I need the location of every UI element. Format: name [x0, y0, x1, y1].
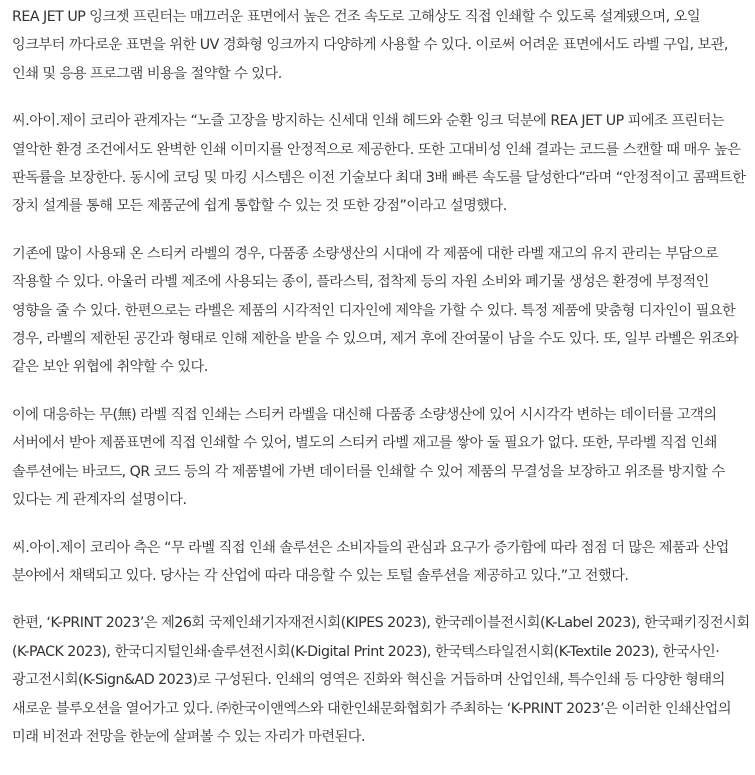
article-body — [0, 3, 755, 751]
article-paragraph-5: 씨.아이.제이 코리아 측은 “무 라벨 직접 인쇄 솔루션은 소비자들의 관심과 요구가 증가함에 따라 점점 더 많은 제품과 산업 분야에서 채택되고 있다. 당사는 각 산업에 따라 대응할 수 있는 토털 솔루션을 제공하고 있다.”고 전했다. — [12, 539, 729, 584]
article-paragraph-1: REA JET UP 잉크젯 프린터는 매끄러운 표면에서 높은 건조 속도로 고해상도 직접 인쇄할 수 있도록 설계됐으며, 오일 잉크부터 까다로운 표면을 위한 UV 경화형 잉크까지 다양하게 사용할 수 있다. 이로써 어려운 표면에서도 라벨 구입, 보관, 인쇄 및 응용 프로그램 비용을 절약할 수 있다. — [12, 9, 728, 82]
article-paragraph-2: 씨.아이.제이 코리아 관계자는 “노즐 고장을 방지하는 신세대 인쇄 헤드와 순환 잉크 덕분에 REA JET UP 피에조 프린터는 열악한 환경 조건에서도 완벽한 인쇄 이미지를 안정적으로 제공한다. 또한 고대비성 인쇄 결과는 코드를 스캔할 때 매우 높은 판독률을 보장한다. 동시에 코딩 및 마킹 시스템은 이전 기술보다 최대 3배 빠른 속도를 달성한다”라며 “안정적이고 콤팩트한 장치 설계를 통해 모든 제품군에 쉽게 통합할 수 있는 것 또한 강점”이라고 설명했다. — [12, 113, 746, 215]
article-paragraph-3: 기존에 많이 사용돼 온 스티커 라벨의 경우, 다품종 소량생산의 시대에 각 제품에 대한 라벨 재고의 유지 관리는 부담으로 작용할 수 있다. 아울러 라벨 제조에 사용되는 종이, 플라스틱, 접착제 등의 자원 소비와 폐기물 생성은 환경에 부정적인 영향을 줄 수 있다. 한편으로는 라벨은 제품의 시각적인 디자인에 제약을 가할 수 있다. 특정 제품에 맞춤형 디자인이 필요한 경우, 라벨의 제한된 공간과 형태로 인해 제한을 받을 수 있으며, 제거 후에 잔여물이 남을 수도 있다. 또, 일부 라벨은 위조와 같은 보안 위협에 취약할 수 있다. — [12, 245, 739, 376]
article-paragraph-4: 이에 대응하는 무(無) 라벨 직접 인쇄는 스티커 라벨을 대신해 다품종 소량생산에 있어 시시각각 변하는 데이터를 고객의 서버에서 받아 제품표면에 직접 인쇄할 수 있어, 별도의 스티커 라벨 재고를 쌓아 둘 필요가 없다. 또한, 무라벨 직접 인쇄 솔루션에는 바코드, QR 코드 등의 각 제품별에 가변 데이터를 인쇄할 수 있어 제품의 무결성을 보장하고 위조를 방지할 수 있다는 게 관계자의 설명이다. — [12, 406, 725, 509]
article-paragraph-6: 한편, ‘K-PRINT 2023’은 제26회 국제인쇄기자재전시회(KIPES 2023), 한국레이블전시회(K-Label 2023), 한국패키징전시회(K-PACK 2023), 한국디지털인쇄·솔루션전시회(K-Digital Print 2023), 한국텍스타일전시회(K-Textile 2023), 한국사인·광고전시회(K-Sign&AD 2023)로 구성된다. 인쇄의 영역은 진화와 혁신을 거듭하며 산업인쇄, 특수인쇄 등 다양한 형태의 새로운 블루오션을 열어가고 있다. ㈜한국이앤엑스와 대한인쇄문화협회가 주최하는 ‘K-PRINT 2023’은 이러한 인쇄산업의 미래 비전과 전망을 한눈에 살펴볼 수 있는 자리가 마련된다. — [12, 615, 750, 745]
